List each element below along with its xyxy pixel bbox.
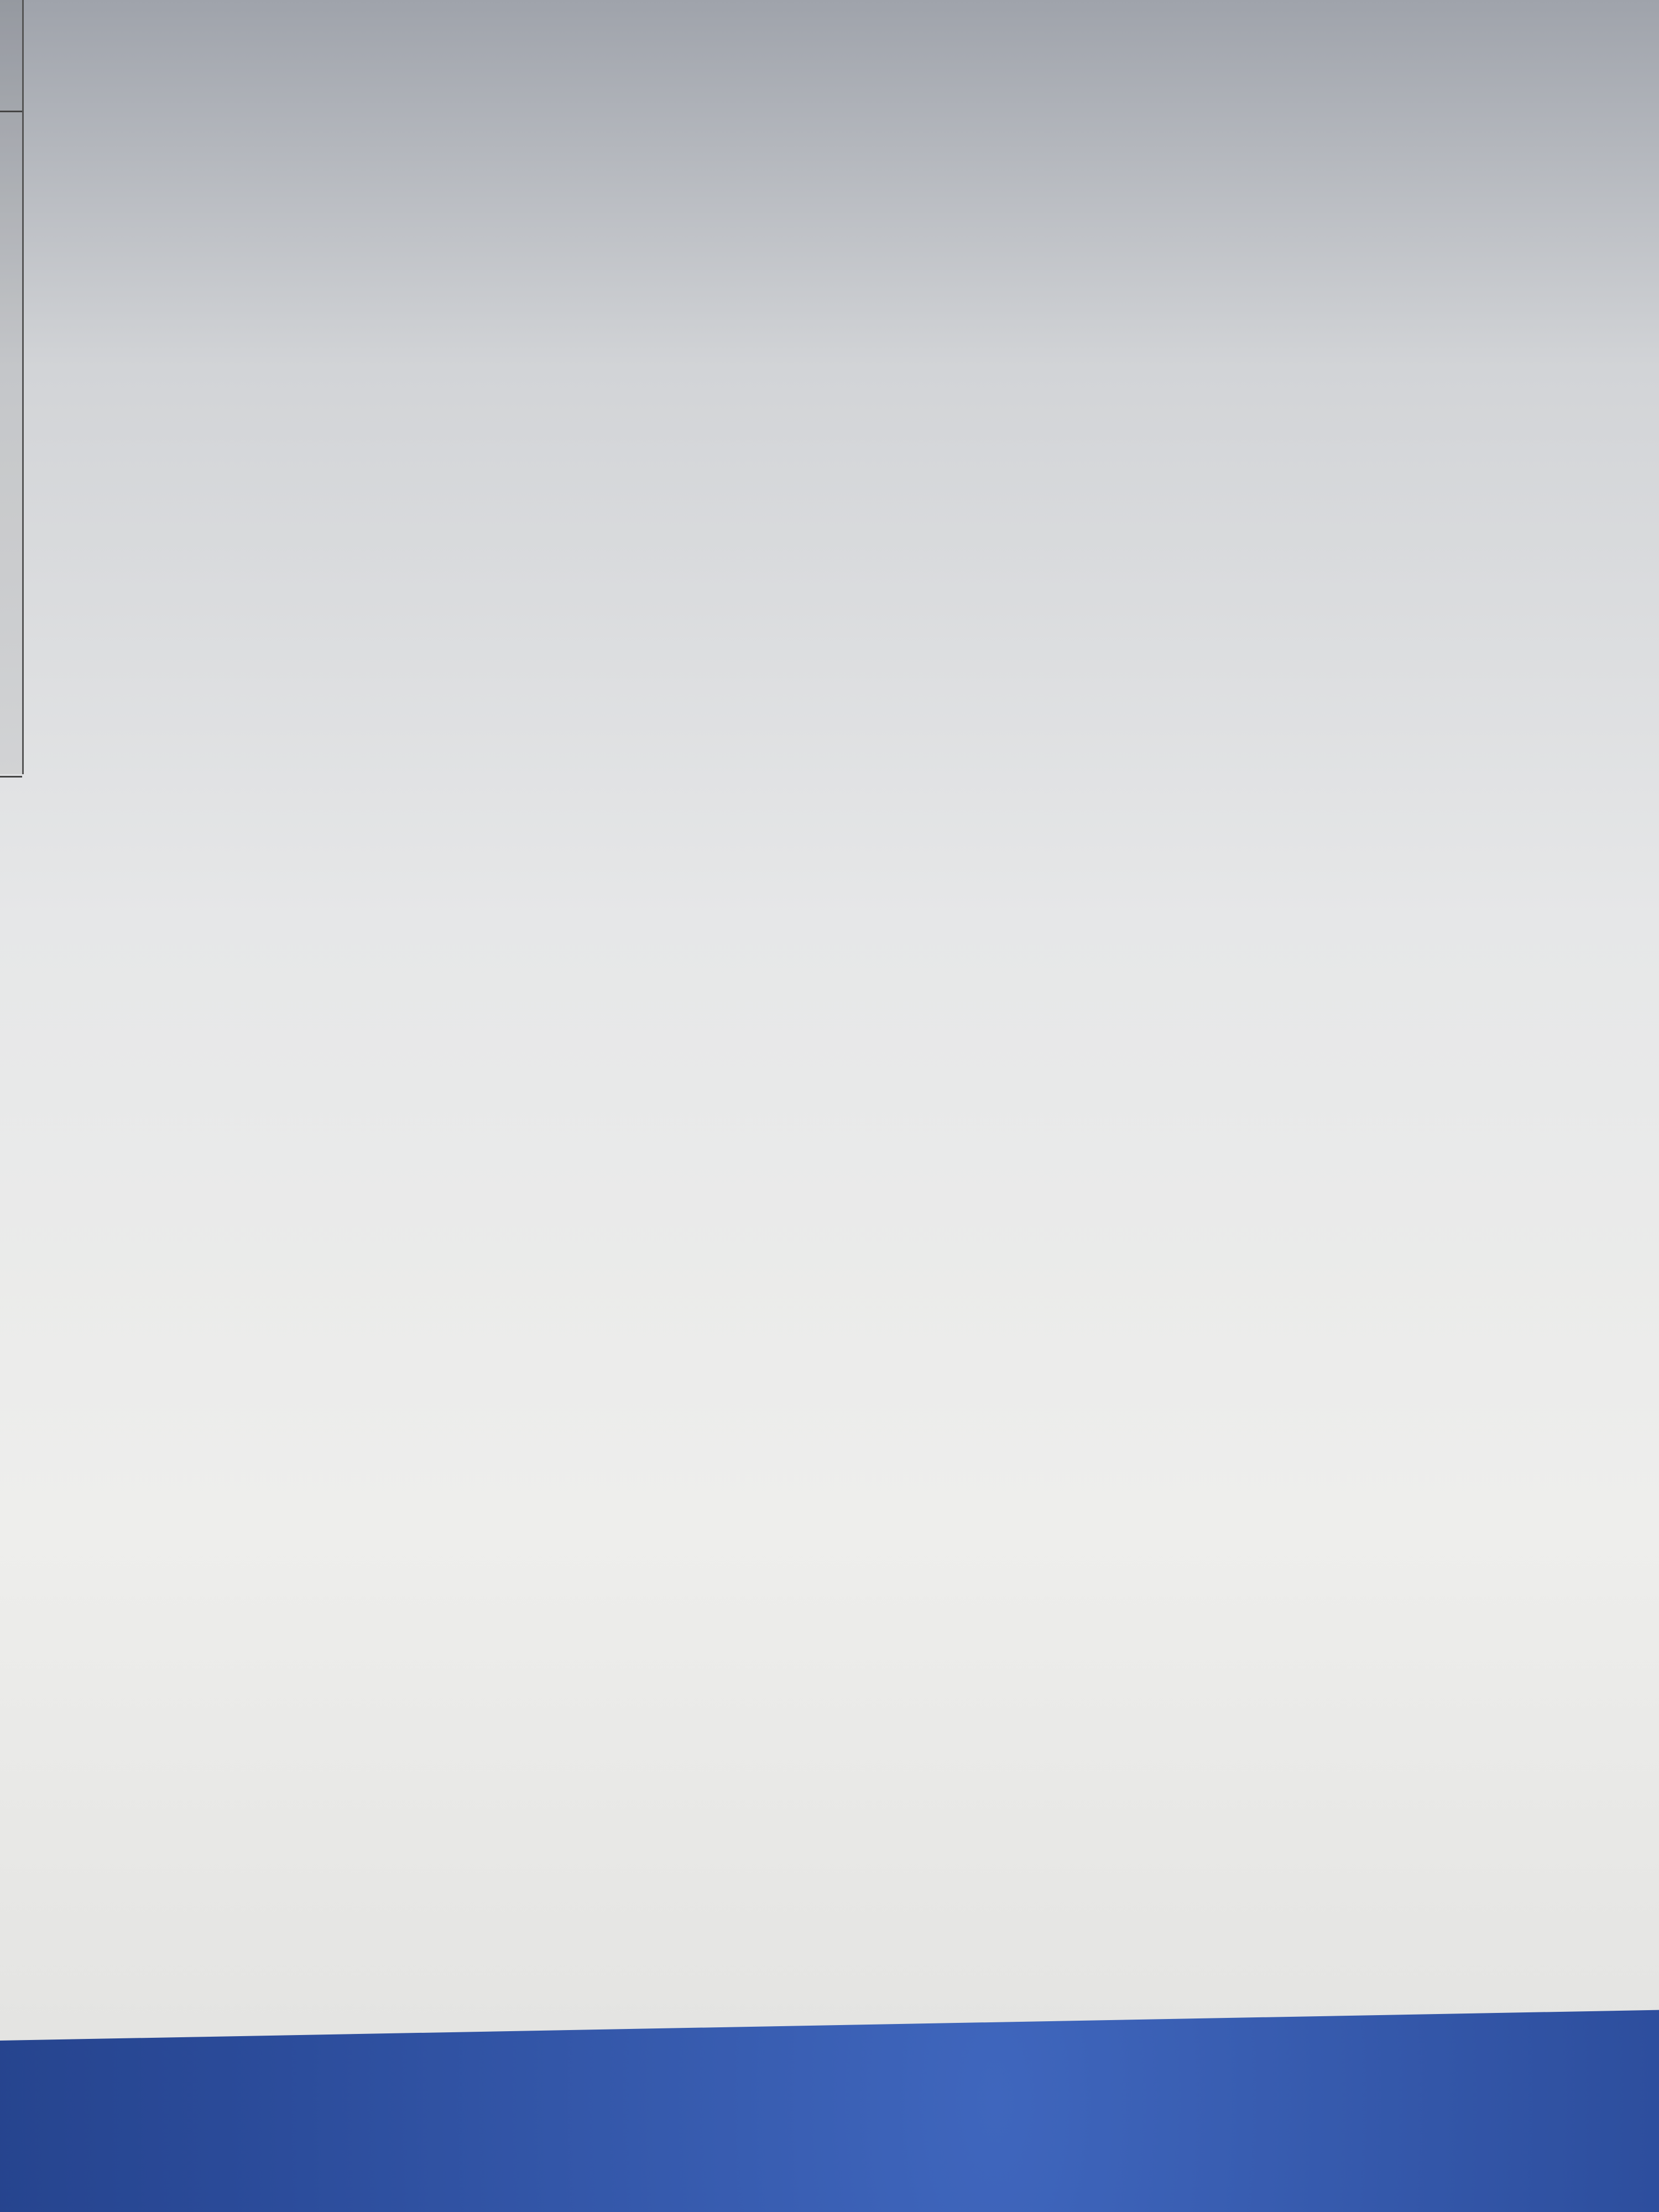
variant-title: [116, 0, 1531, 20]
variant-1-tail-section: [116, 0, 1531, 17]
variant-2-section: [116, 0, 1531, 21]
worksheet-content: [116, 0, 1531, 21]
page-left-table-fragment: [0, 111, 22, 778]
